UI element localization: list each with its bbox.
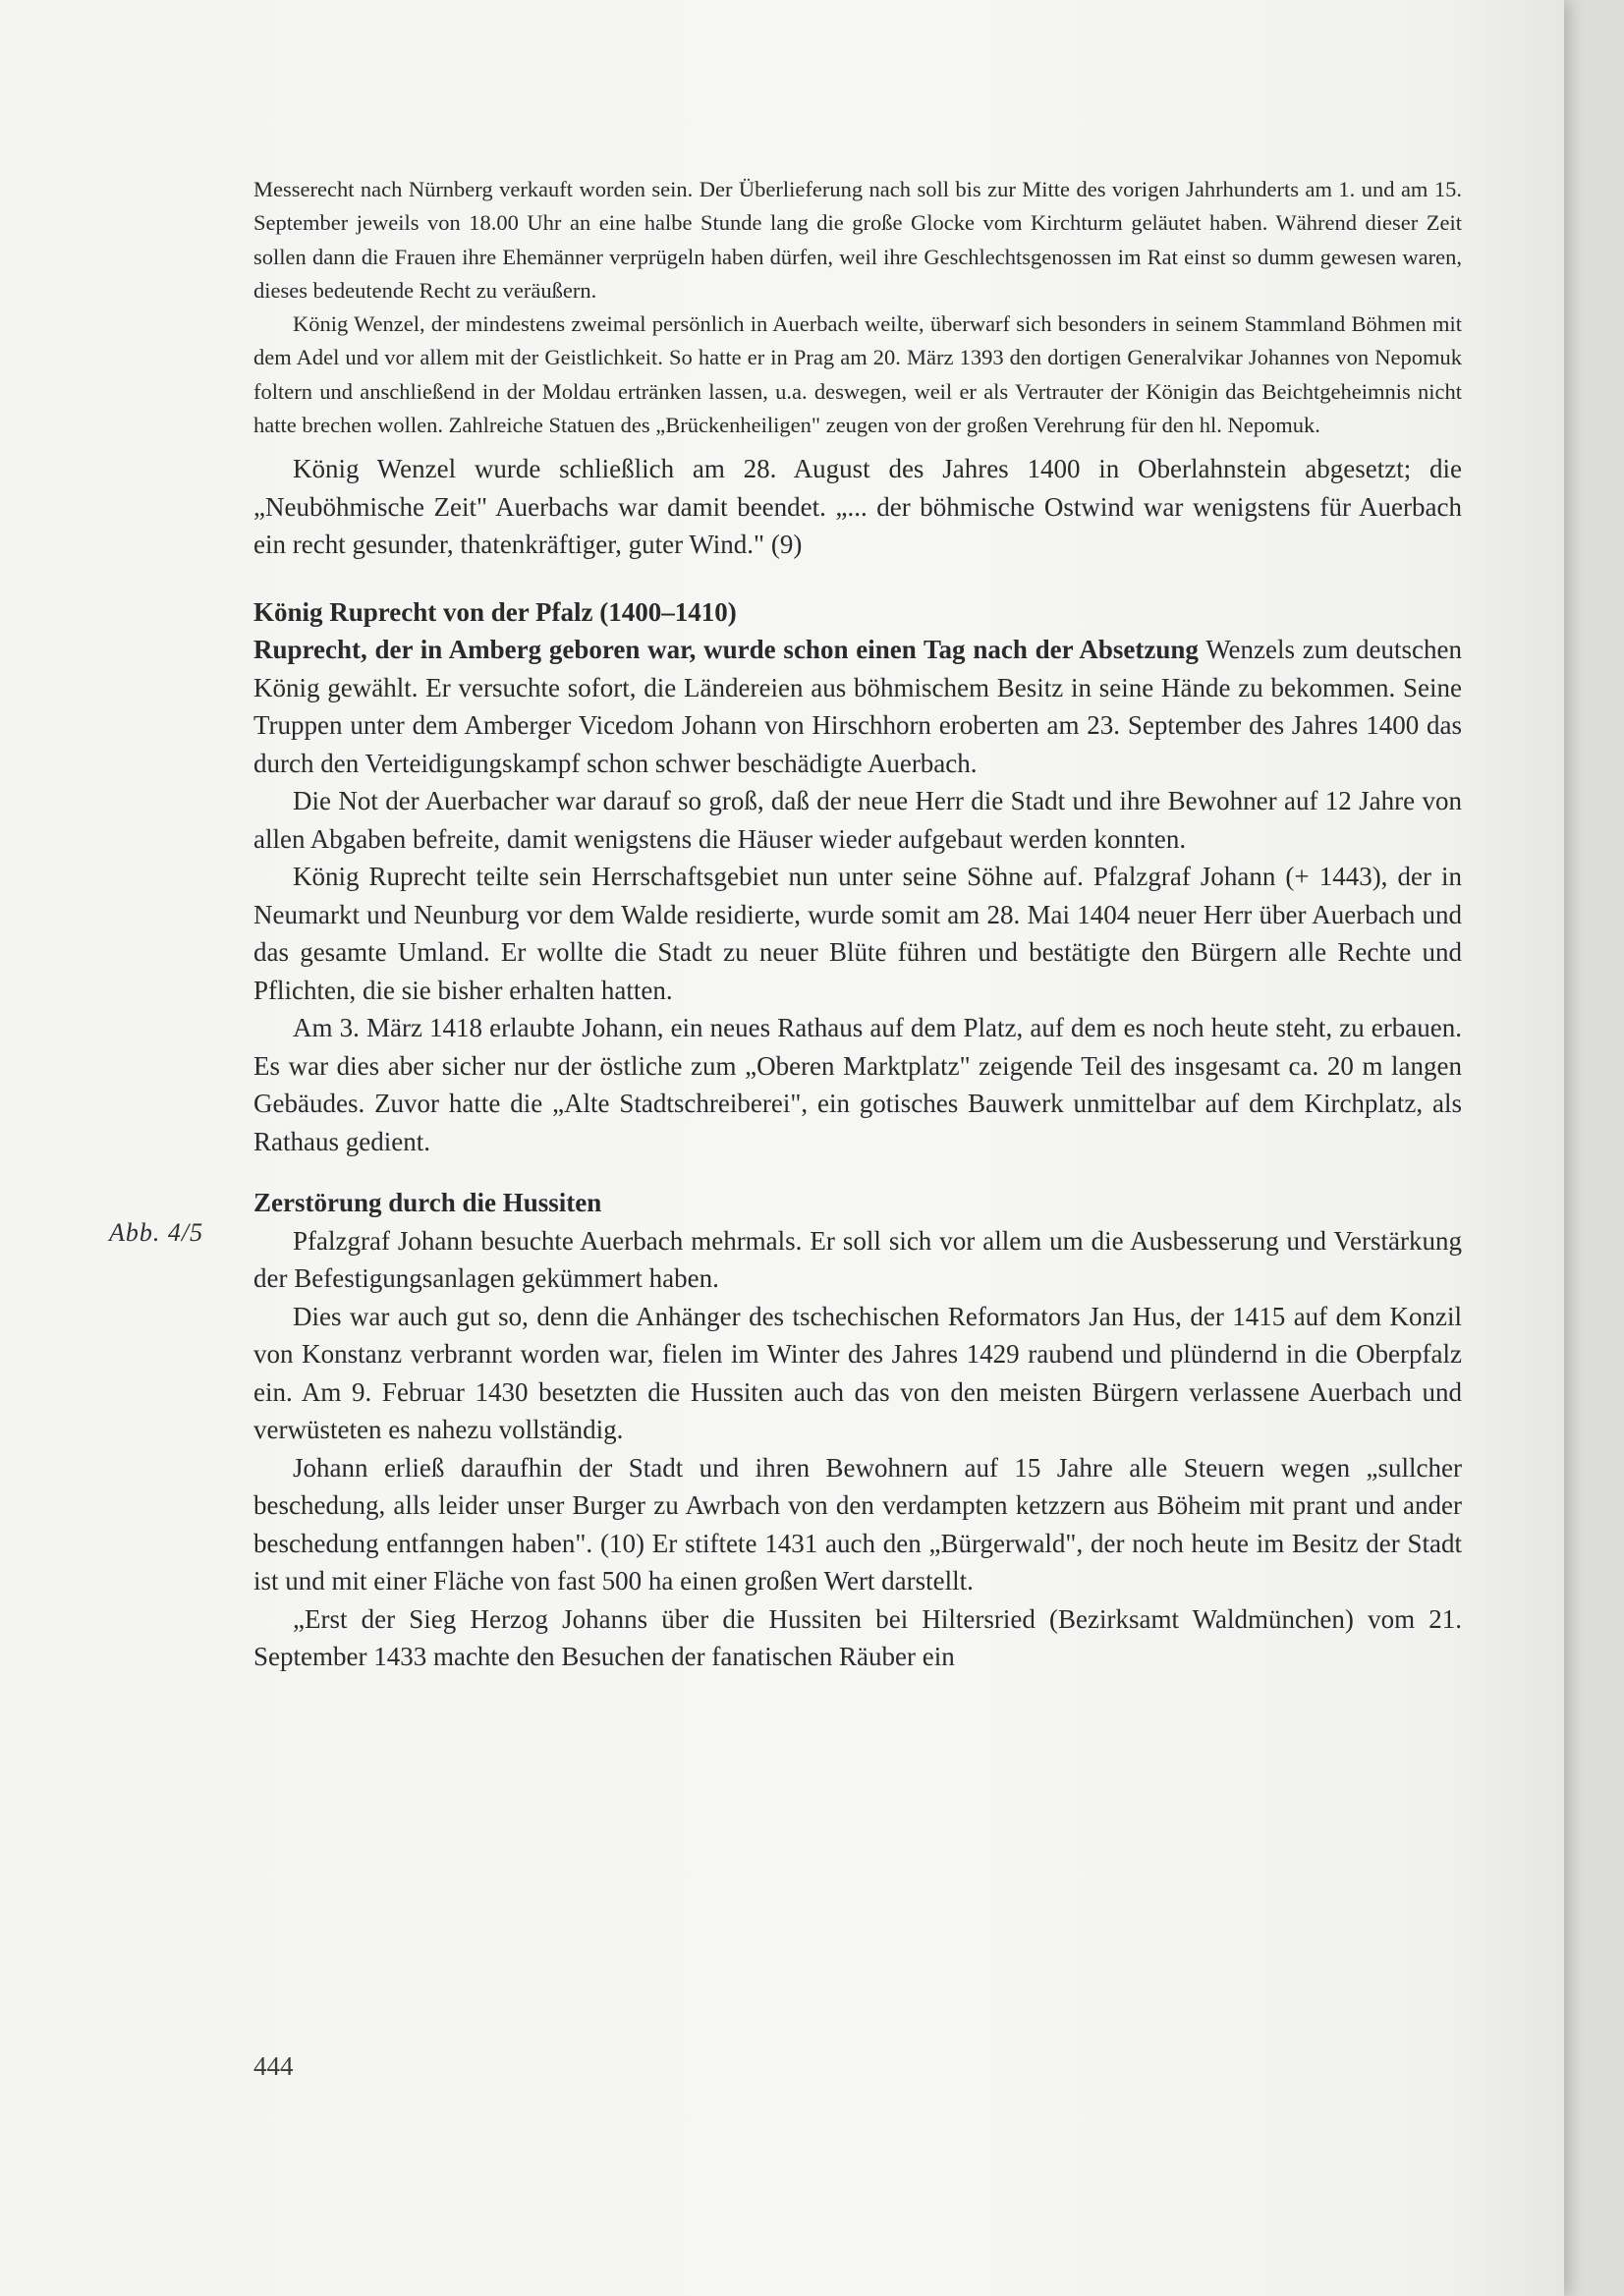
page-number: 444: [253, 2051, 294, 2081]
paragraph-rest: Wenzels zum deutschen König gewählt. Er versuchte sofort, die Ländereien aus böhmischem Besitz in seine Hände zu bekommen. Seine Truppen unter dem Amberger Vicedom Johann von Hirschhorn eroberten am 23. September des Jahres 1400 das durch den Verteidigungskampf schon schwer beschädigte Auerbach.: [253, 635, 1462, 778]
paragraph-pfalzgraf-johann: Pfalzgraf Johann besuchte Auerbach mehrmals. Er soll sich vor allem um die Ausbesserung und Verstärkung der Befestigungsanlagen gekümmert haben.: [253, 1225, 1462, 1294]
paragraph-sieg-herzog-johann: „Erst der Sieg Herzog Johanns über die Hussiten bei Hiltersried (Bezirksamt Waldmünchen) vom 21. September 1433 machte den Besuchen der fanatischen Räuber ein: [253, 1603, 1462, 1672]
section-wenzel-end: [253, 442, 1462, 564]
paragraph-not-der-auerbacher: Die Not der Auerbacher war darauf so groß, daß der neue Herr die Stadt und ihre Bewohner auf 12 Jahre von allen Abgaben befreite, damit wenigstens die Häuser wieder aufgebaut werden konnten.: [253, 786, 1462, 854]
section-hussiten: [253, 1184, 1462, 1676]
figure-reference-note: Abb. 4/5: [109, 1218, 204, 1247]
text-column: [253, 173, 1462, 1676]
paragraph-steuern: Johann erließ daraufhin der Stadt und ihren Bewohnern auf 15 Jahre alle Steuern wegen „sullcher beschedung, alls leider unser Burger zu Awrbach von den verdampten ketzzern aus Böheim mit prant und ander beschedung entfanngen haben". (10) Er stiftete 1431 auch den „Bürgerwald", der noch heute im Besitz der Stadt ist und mit einer Fläche von fast 500 ha einen großen Wert darstellt.: [253, 1452, 1462, 1596]
section-intro: [253, 173, 1462, 442]
section-ruprecht: [253, 593, 1462, 1161]
paragraph-herrschaftsgebiet: König Ruprecht teilte sein Herrschaftsgebiet nun unter seine Söhne auf. Pfalzgraf Johann (+ 1443), der in Neumarkt und Neunburg vor dem Walde residierte, wurde somit am 28. Mai 1404 neuer Herr über Auerbach und das gesamte Umland. Er wollte die Stadt zu neuer Blüte führen und bestätigte den Bürgern alle Rechte und Pflichten, die sie bisher erhalten hatten.: [253, 862, 1462, 1005]
paragraph-messerecht: Messerecht nach Nürnberg verkauft worden sein. Der Überlieferung nach soll bis zur Mitte des vorigen Jahrhunderts am 1. und am 15. September jeweils von 18.00 Uhr an eine halbe Stunde lang die große Glocke vom Kirchturm geläutet haben. Während dieser Zeit sollen dann die Frauen ihre Ehemänner verprügeln haben dürfen, weil ihre Geschlechtsgenossen im Rat einst so dumm gewesen waren, dieses bedeutende Recht zu veräußern.: [253, 177, 1462, 303]
paragraph-koenig-wenzel: König Wenzel, der mindestens zweimal persönlich in Auerbach weilte, überwarf sich besonders in seinem Stammland Böhmen mit dem Adel und vor allem mit der Geistlichkeit. So hatte er in Prag am 20. März 1393 den dortigen Generalvikar Johannes von Nepomuk foltern und anschließend in der Moldau ertränken lassen, u.a. deswegen, weil er als Vertrauter der Königin das Beichtgeheimnis nicht hatte brechen wollen. Zahlreiche Statuen des „Brückenheiligen" zeugen von der großen Verehrung für den hl. Nepomuk.: [253, 311, 1462, 438]
paragraph-wenzel-abgesetzt: König Wenzel wurde schließlich am 28. August des Jahres 1400 in Oberlahnstein abgesetzt; die „Neuböhmische Zeit" Auerbachs war damit beendet. „... der böhmische Ostwind war wenigstens für Auerbach ein recht gesunder, thatenkräftiger, guter Wind." (9): [253, 454, 1462, 560]
paragraph-lead-bold: Ruprecht, der in Amberg geboren war, wurde schon einen Tag nach der Absetzung: [253, 635, 1199, 665]
paragraph-jan-hus: Dies war auch gut so, denn die Anhänger des tschechischen Reformators Jan Hus, der 1415 auf dem Konzil von Konstanz verbrannt worden war, fielen im Winter des Jahres 1429 raubend und plündernd in die Oberpfalz ein. Am 9. Februar 1430 besetzten die Hussiten auch das von den meisten Bürgern verlassene Auerbach und verwüsteten es nahezu vollständig.: [253, 1301, 1462, 1445]
heading-koenig-ruprecht: König Ruprecht von der Pfalz (1400–1410): [253, 596, 737, 627]
heading-zerstoerung-hussiten: Zerstörung durch die Hussiten: [253, 1188, 602, 1218]
paragraph-rathaus: Am 3. März 1418 erlaubte Johann, ein neues Rathaus auf dem Platz, auf dem es noch heute steht, zu erbauen. Es war dies aber sicher nur der östliche zum „Oberen Marktplatz" zeigende Teil des insgesamt ca. 20 m langen Gebäudes. Zuvor hatte die „Alte Stadtschreiberei", ein gotisches Bauwerk unmittelbar auf dem Kirchplatz, als Rathaus gedient.: [253, 1013, 1462, 1156]
paragraph-ruprecht-gewaehlt: [253, 631, 1462, 782]
